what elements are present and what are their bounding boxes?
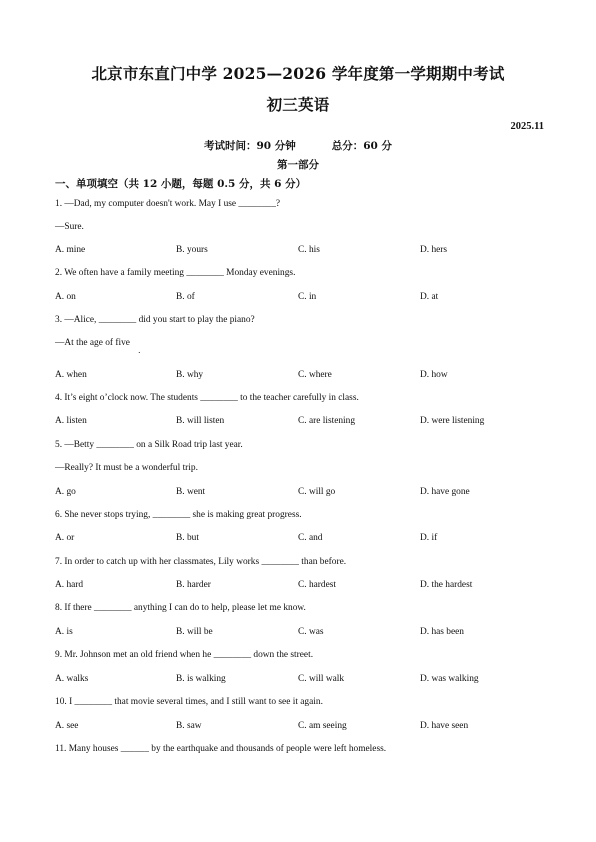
question-7-options [55,580,555,594]
question-1-reply: —Sure. [55,222,84,232]
option-d[interactable]: D. how [420,370,448,380]
option-b[interactable]: B. will be [176,627,213,637]
exam-time: 考试时间：90 分钟 [203,140,296,152]
option-c[interactable]: C. am seeing [298,721,347,731]
option-a[interactable]: A. is [55,627,73,637]
exam-subject: 初三英语 [266,95,330,114]
question-8-options [55,627,555,641]
question-5-options [55,487,555,501]
question-1-options [55,245,555,259]
option-c[interactable]: C. where [298,370,332,380]
option-c[interactable]: C. hardest [298,580,337,590]
option-a[interactable]: A. mine [55,245,86,255]
option-d[interactable]: D. have gone [420,487,470,497]
question-4-stem: 4. It’s eight o’clock now. The students ________ to the teacher carefully in class. [55,393,359,403]
question-4-options [55,416,555,430]
option-d[interactable]: D. if [420,533,438,543]
section-heading: 一、单项填空（共 12 小题，每题 0.5 分，共 6 分） [55,178,307,190]
question-10-options [55,721,555,735]
option-a[interactable]: A. hard [55,580,84,590]
option-b[interactable]: B. yours [176,245,208,255]
option-b[interactable]: B. is walking [176,674,226,684]
option-c[interactable]: C. and [298,533,323,543]
option-a[interactable]: A. see [55,721,79,731]
option-b[interactable]: B. saw [176,721,202,731]
question-9-stem: 9. Mr. Johnson met an old friend when he ________ down the street. [55,650,314,660]
option-d[interactable]: D. has been [420,627,464,637]
option-d[interactable]: D. hers [420,245,448,255]
question-3-options [55,370,555,384]
question-2-options [55,292,555,306]
question-5-stem: 5. —Betty ________ on a Silk Road trip last year. [55,440,243,450]
total-score: 总分：60 分 [331,140,393,152]
exam-date: 2025.11 [510,121,544,132]
exam-title: 北京市东直门中学 2025—2026 学年度第一学期期中考试 [91,64,505,83]
question-2-stem: 2. We often have a family meeting ________ Monday evenings. [55,268,296,278]
option-b[interactable]: B. why [176,370,204,380]
option-d[interactable]: D. have seen [420,721,469,731]
option-c[interactable]: C. will go [298,487,336,497]
stray-dot: . [138,346,141,355]
question-3-reply: —At the age of five [55,338,130,348]
option-c[interactable]: C. his [298,245,320,255]
option-c[interactable]: C. are listening [298,416,356,426]
option-a[interactable]: A. walks [55,674,89,684]
question-11-stem: 11. Many houses ______ by the earthquake and thousands of people were left homeless. [55,744,387,754]
option-b[interactable]: B. of [176,292,195,302]
option-c[interactable]: C. in [298,292,317,302]
question-3-stem: 3. —Alice, ________ did you start to play the piano? [55,315,255,325]
question-5-reply: —Really? It must be a wonderful trip. [55,463,198,473]
option-a[interactable]: A. on [55,292,76,302]
part-heading: 第一部分 [277,159,319,171]
question-6-options [55,533,555,547]
option-a[interactable]: A. go [55,487,76,497]
option-d[interactable]: D. were listening [420,416,485,426]
option-c[interactable]: C. will walk [298,674,345,684]
question-7-stem: 7. In order to catch up with her classmates, Lily works ________ than before. [55,557,347,567]
option-a[interactable]: A. or [55,533,75,543]
option-d[interactable]: D. was walking [420,674,479,684]
question-8-stem: 8. If there ________ anything I can do to help, please let me know. [55,603,306,613]
option-c[interactable]: C. was [298,627,324,637]
option-b[interactable]: B. will listen [176,416,225,426]
question-9-options [55,674,555,688]
option-a[interactable]: A. when [55,370,87,380]
option-d[interactable]: D. the hardest [420,580,473,590]
option-a[interactable]: A. listen [55,416,87,426]
exam-meta [0,138,596,153]
option-b[interactable]: B. but [176,533,199,543]
option-b[interactable]: B. went [176,487,206,497]
option-d[interactable]: D. at [420,292,439,302]
question-1-stem: 1. —Dad, my computer doesn't work. May I use ________? [55,199,281,209]
option-b[interactable]: B. harder [176,580,211,590]
question-6-stem: 6. She never stops trying, ________ she is making great progress. [55,510,302,520]
question-10-stem: 10. I ________ that movie several times, and I still want to see it again. [55,697,323,707]
